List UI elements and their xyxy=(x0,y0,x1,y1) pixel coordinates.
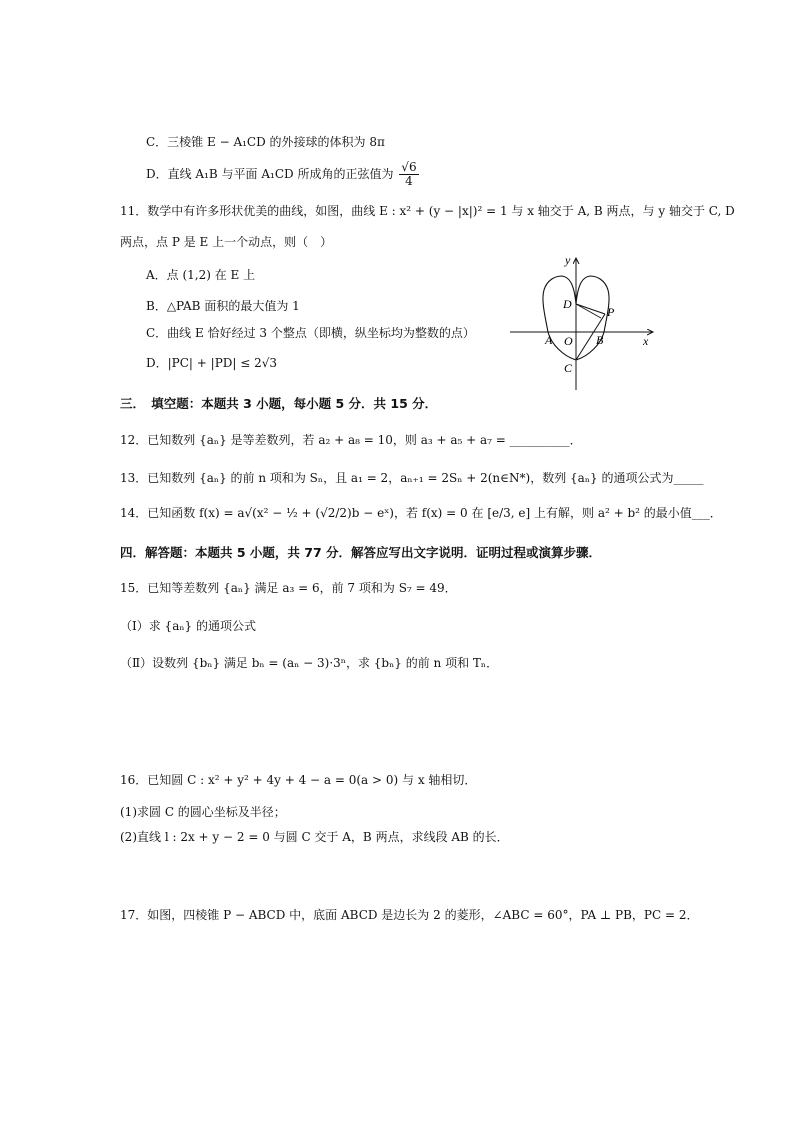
q11-option-c: C．曲线 E 恰好经过 3 个整点（即横，纵坐标均为整数的点） xyxy=(146,326,475,340)
q11-option-a: A．点 (1,2) 在 E 上 xyxy=(146,268,256,282)
q17: 17．如图，四棱锥 P − ABCD 中，底面 ABCD 是边长为 2 的菱形，∠ABC = 60°，PA ⊥ PB，PC = 2． xyxy=(120,908,699,922)
q14-post: 上有解，则 a² + b² 的最小值___． xyxy=(534,506,722,520)
q14-pre: 14．已知函数 f(x) = a√(x² − ½ + (√2/2)b − eˣ)，若 f(x) = 0 在 xyxy=(120,506,484,520)
q16-part1: (1)求圆 C 的圆心坐标及半径； xyxy=(120,805,286,819)
q13: 13．已知数列 {aₙ} 的前 n 项和为 Sₙ，且 a₁ = 2，aₙ₊₁ = 2Sₙ + 2(n∈N*)，数列 {aₙ} 的通项公式为_____ xyxy=(120,471,704,485)
q16-part2: (2)直线 l : 2x + y − 2 = 0 与圆 C 交于 A，B 两点，求线段 AB 的长． xyxy=(120,830,509,844)
q10-option-d xyxy=(146,161,421,188)
q15-part2: （Ⅱ）设数列 {bₙ} 满足 bₙ = (aₙ − 3)·3ⁿ，求 {bₙ} 的前 n 项和 Tₙ． xyxy=(120,656,499,670)
q10-option-d-fraction xyxy=(399,161,418,188)
label-d: D xyxy=(563,297,572,311)
q10-option-d-numerator: √6 xyxy=(401,160,417,174)
label-y: y xyxy=(565,253,571,267)
label-b: B xyxy=(596,333,604,347)
q14-interval: [e/3, e] xyxy=(487,506,531,520)
q10-option-c: C．三棱锥 E − A₁CD 的外接球的体积为 8π xyxy=(146,135,385,149)
label-c: C xyxy=(564,361,573,375)
q14 xyxy=(120,504,722,522)
q16-stem: 16．已知圆 C : x² + y² + 4y + 4 − a = 0(a > 0) 与 x 轴相切． xyxy=(120,773,477,787)
q11-curve-figure xyxy=(505,252,665,402)
section-3-heading: 三． 填空题：本题共 3 小题，每小题 5 分．共 15 分． xyxy=(120,396,438,411)
section-4-heading: 四．解答题：本题共 5 小题，共 77 分．解答应写出文字说明．证明过程或演算步骤． xyxy=(120,545,602,560)
q12: 12．已知数列 {aₙ} 是等差数列，若 a₂ + a₈ = 10，则 a₃ + a₅ + a₇ = __________． xyxy=(120,433,582,447)
q10-option-d-denominator: 4 xyxy=(405,174,413,188)
q11-option-b: B．△PAB 面积的最大值为 1 xyxy=(146,299,300,313)
label-x: x xyxy=(643,334,649,348)
label-p: P xyxy=(607,305,615,319)
q11-stem-line2: 两点，点 P 是 E 上一个动点，则（ ） xyxy=(120,235,333,249)
label-o: O xyxy=(564,334,573,348)
q15-stem: 15．已知等差数列 {aₙ} 满足 a₃ = 6，前 7 项和为 S₇ = 49． xyxy=(120,581,457,595)
q11-stem-line1: 11．数学中有许多形状优美的曲线，如图，曲线 E : x² + (y − |x|)² = 1 与 x 轴交于 A, B 两点，与 y 轴交于 C, D xyxy=(120,204,735,218)
q10-option-d-text: D．直线 A₁B 与平面 A₁CD 所成角的正弦值为 xyxy=(146,167,394,181)
label-a: A xyxy=(545,333,553,347)
q15-part1: （Ⅰ）求 {aₙ} 的通项公式 xyxy=(120,619,256,633)
q11-option-d: D．|PC| + |PD| ≤ 2√3 xyxy=(146,356,278,370)
